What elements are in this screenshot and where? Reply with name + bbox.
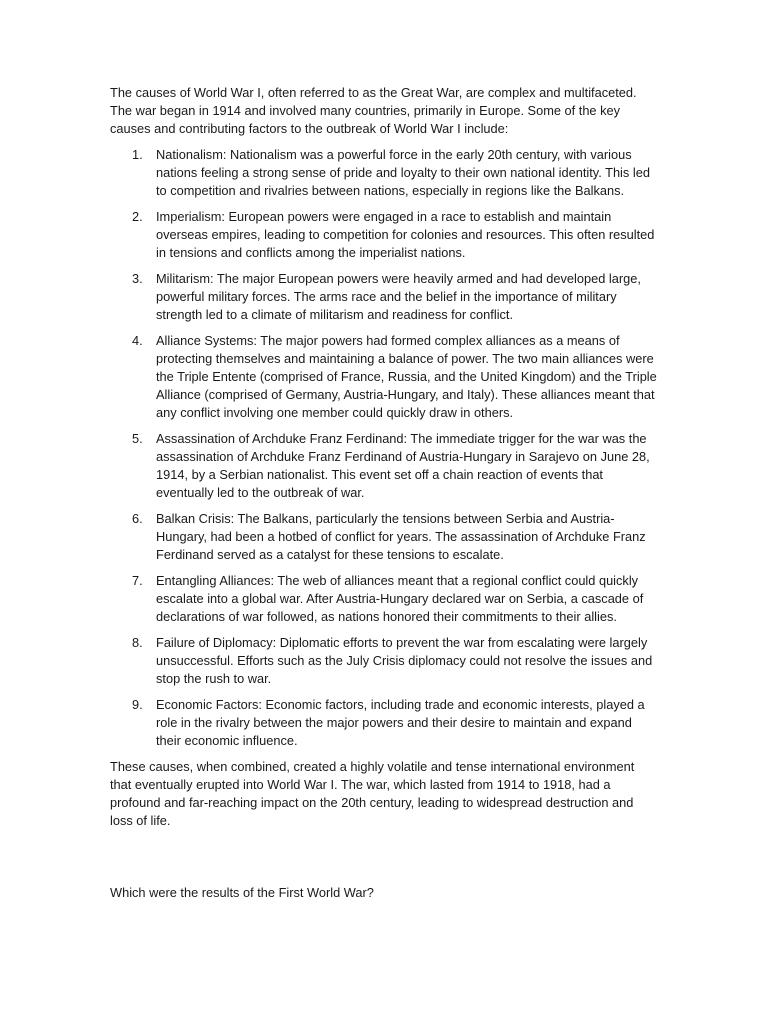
list-item-text: Militarism: The major European powers were heavily armed and had developed large, powerful military forces. The arms race and the belief in the importance of military strength led to a climate of militarism and readiness for conflict.: [156, 271, 641, 322]
list-item-text: Assassination of Archduke Franz Ferdinand: The immediate trigger for the war was the assassination of Archduke Franz Ferdinand of Austria-Hungary in Sarajevo on June 28, 1914, by a Serbian nationalist. This event set off a chain reaction of events that eventually led to the outbreak of war.: [156, 431, 650, 500]
list-item-number: 1.: [132, 147, 143, 162]
list-item: [110, 430, 658, 502]
list-item-number: 4.: [132, 333, 143, 348]
list-item: [110, 146, 658, 200]
list-item-number: 7.: [132, 573, 143, 588]
list-item-text: Economic Factors: Economic factors, including trade and economic interests, played a role in the rivalry between the major powers and their desire to maintain and expand their economic influence.: [156, 697, 645, 748]
list-item-text: Imperialism: European powers were engaged in a race to establish and maintain overseas empires, leading to competition for colonies and resources. This often resulted in tensions and conflicts among the imperialist nations.: [156, 209, 655, 260]
list-item-number: 2.: [132, 209, 143, 224]
list-item-number: 3.: [132, 271, 143, 286]
list-item-text: Nationalism: Nationalism was a powerful force in the early 20th century, with various nations feeling a strong sense of pride and loyalty to their own national identity. This led to competition and rivalries between nations, especially in regions like the Balkans.: [156, 147, 650, 198]
causes-list: [110, 146, 658, 750]
list-item-number: 6.: [132, 511, 143, 526]
list-item: [110, 270, 658, 324]
list-item-text: Entangling Alliances: The web of alliances meant that a regional conflict could quickly escalate into a global war. After Austria-Hungary declared war on Serbia, a cascade of declarations of war followed, as nations honored their commitments to their allies.: [156, 573, 644, 624]
conclusion-paragraph: These causes, when combined, created a highly volatile and tense international environment that eventually erupted into World War I. The war, which lasted from 1914 to 1918, had a profound and far-reaching impact on the 20th century, leading to widespread destruction and loss of life.: [110, 759, 635, 828]
list-item-text: Balkan Crisis: The Balkans, particularly the tensions between Serbia and Austria-Hungary, had been a hotbed of conflict for years. The assassination of Archduke Franz Ferdinand served as a catalyst for these tensions to escalate.: [156, 511, 646, 562]
intro-paragraph: The causes of World War I, often referred to as the Great War, are complex and multifaceted. The war began in 1914 and involved many countries, primarily in Europe. Some of the key causes and contributing factors to the outbreak of World War I include:: [110, 85, 637, 136]
question-text: Which were the results of the First World War?: [110, 885, 374, 900]
list-item: [110, 634, 658, 688]
list-item: [110, 208, 658, 262]
list-item: [110, 510, 658, 564]
list-item-text: Failure of Diplomacy: Diplomatic efforts to prevent the war from escalating were largely unsuccessful. Efforts such as the July Crisis diplomacy could not resolve the issues and stop the rush to war.: [156, 635, 653, 686]
list-item-number: 5.: [132, 431, 143, 446]
list-item: [110, 572, 658, 626]
list-item: [110, 332, 658, 422]
document-page: [110, 84, 658, 902]
list-item-number: 9.: [132, 697, 143, 712]
list-item-text: Alliance Systems: The major powers had formed complex alliances as a means of protecting themselves and maintaining a balance of power. The two main alliances were the Triple Entente (comprised of France, Russia, and the United Kingdom) and the Triple Alliance (comprised of Germany, Austria-Hungary, and Italy). These alliances meant that any conflict involving one member could quickly draw in others.: [156, 333, 657, 420]
list-item: [110, 696, 658, 750]
list-item-number: 8.: [132, 635, 143, 650]
